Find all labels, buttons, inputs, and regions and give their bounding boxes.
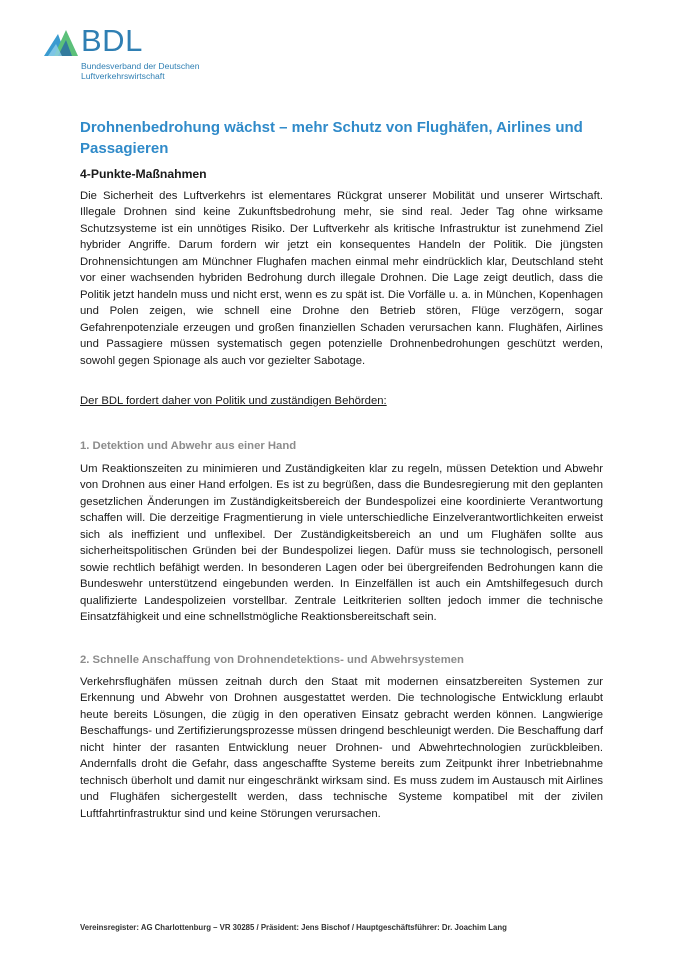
footer-registry: Vereinsregister: AG Charlottenburg – VR 30285 / Präsident: Jens Bischof / Hauptgeschäftsführer: Dr. Joachim Lang: [80, 923, 507, 932]
logo-subtitle-line-2: Luftverkehrswirtschaft: [81, 71, 165, 81]
section-1-heading: 1. Detektion und Abwehr aus einer Hand: [80, 440, 297, 452]
logo-wordmark: BDL: [81, 23, 143, 58]
logo-subtitle: [81, 61, 281, 81]
bdl-logo-mark-icon: [44, 30, 78, 56]
section-2-heading: 2. Schnelle Anschaffung von Drohnendetektions- und Abwehrsystemen: [80, 654, 464, 666]
intro-paragraph: Die Sicherheit des Luftverkehrs ist elementares Rückgrat unserer Mobilität und unserer Wirtschaft. Illegale Drohnen sind keine Zukunftsbedrohung mehr, sie sind real. Jeder Tag ohne wirksame Schutzsysteme ist ein unnötiges Risiko. Der Luftverkehr als kritische Infrastruktur ist zunehmend Ziel hybrider Angriffe. Darum fordern wir jetzt ein konsequentes Handeln der Politik. Die jüngsten Drohnensichtungen am Münchner Flughafen machen einmal mehr eindrücklich klar, Deutschland steht vor einer wachsenden hybriden Bedrohung durch illegale Drohnen. Die Lage zeigt deutlich, dass die Politik jetzt handeln muss und nicht erst, wenn es zu spät ist. Die Vorfälle u. a. in München, Kopenhagen und Polen zeigen, wie schnell eine Drohne den Betrieb stören, Flüge verzögern, sogar Gefahrenpotenziale erzeugen und großen finanziellen Schaden verursachen kann. Flughäfen, Airlines und Passagiere müssen systematisch gegen potenzielle Drohnenbedrohungen geschützt werden, sowohl gegen Spionage als auch vor gezielter Sabotage.: [80, 190, 603, 367]
logo-subtitle-line-1: Bundesverband der Deutschen: [81, 61, 200, 71]
page-title: Drohnenbedrohung wächst – mehr Schutz von Flughäfen, Airlines und Passagieren: [80, 119, 583, 157]
section-1-body: Um Reaktionszeiten zu minimieren und Zuständigkeiten klar zu regeln, müssen Detektion und Abwehr von Drohnen aus einer Hand erfolgen. Es ist zu begrüßen, dass die Bundesregierung mit den geplanten gesetzlichen Änderungen im Zuständigkeitsbereich der Bundespolizei eine koordinierte Verantwortung schaffen will. Die derzeitige Fragmentierung in viele unterschiedliche Einzelverantwortlichkeiten erweist sich als ineffizient und unflexibel. Der Zuständigkeitsbereich an und um Flughäfen sollte aus sicherheitspolitischen Gründen bei der Bundespolizei liegen. Dafür muss sie technologisch, personell sowie rechtlich befähigt werden. In besonderen Lagen oder bei übergreifenden Bedrohungen kann die Bundeswehr unterstützend eingebunden werden. In Einzelfällen ist auch ein Amtshilfegesuch durch qualifizierte Landespolizeien vorstellbar. Zentrale Leitkriterien sollten jedoch immer die technische Einsatzfähigkeit und eine schnellstmögliche Reaktionsbereitschaft sein.: [80, 463, 603, 624]
subheading: 4-Punkte-Maßnahmen: [80, 167, 207, 181]
section-2-body: Verkehrsflughäfen müssen zeitnah durch den Staat mit modernen einsatzbereiten Systemen zur Erkennung und Abwehr von Drohnen ausgestattet werden. Die technologische Entwicklung erlaubt heute bereits Lösungen, die zügig in den operativen Einsatz gebracht werden können. Langwierige Beschaffungs- und Zertifizierungsprozesse müssen dringend beschleunigt werden. Die Beschaffung darf nicht hinter der rasanten Entwicklung neuer Drohnen- und Abwehrtechnologien zurückbleiben. Andernfalls droht die Gefahr, dass angeschaffte Systeme bereits zum Zeitpunkt ihrer Inbetriebnahme technisch überholt und damit nur eingeschränkt wirksam sind. Es muss zudem im Austausch mit Airlines und Flughäfen sichergestellt werden, dass technische Systeme kompatibel mit der zivilen Luftfahrtinfrastruktur sind und keine Störungen verursachen.: [80, 676, 603, 820]
demand-line: Der BDL fordert daher von Politik und zuständigen Behörden:: [80, 395, 387, 407]
